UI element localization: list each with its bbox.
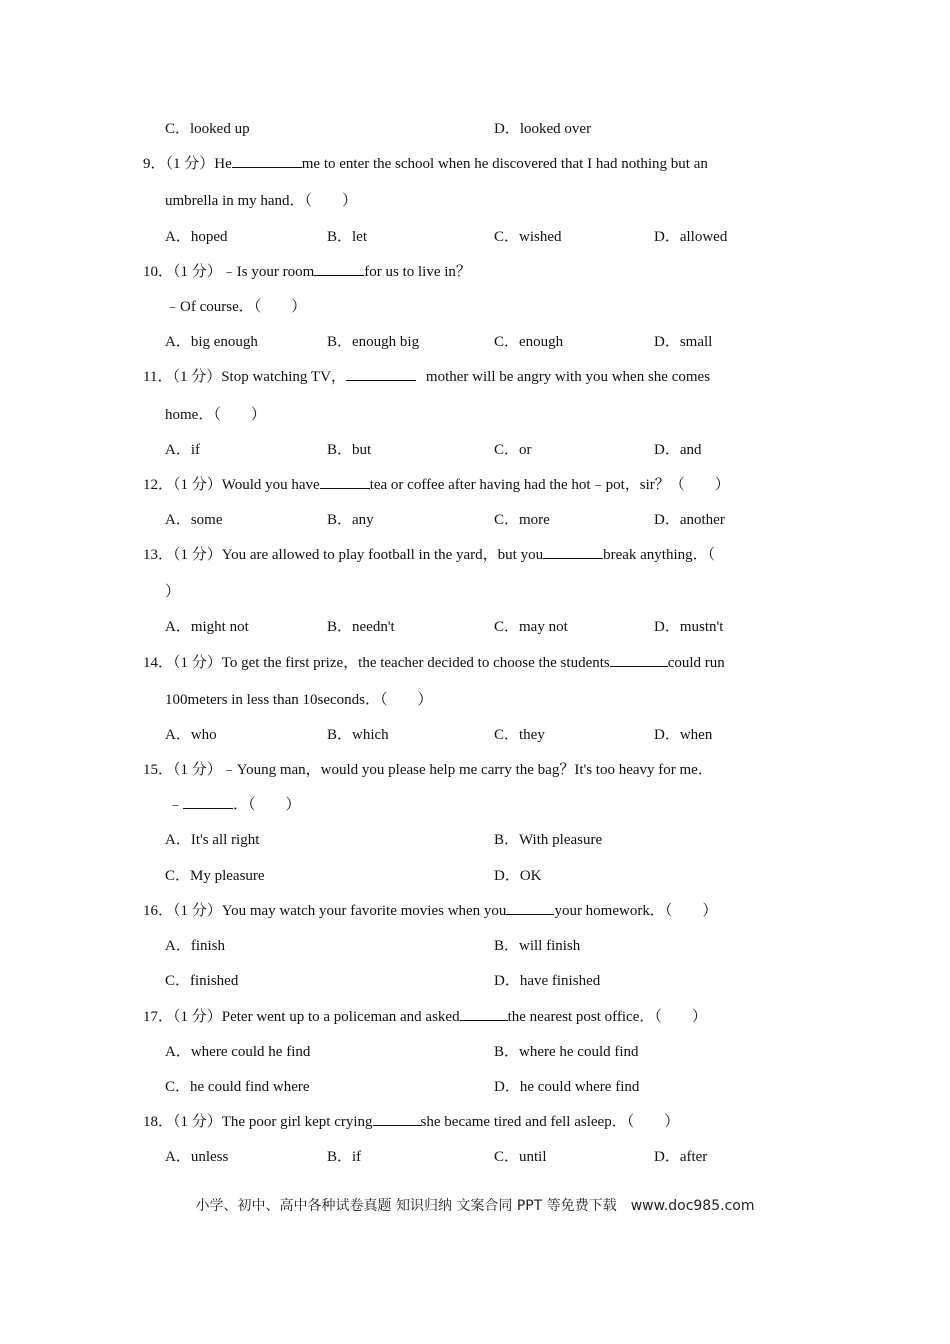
- q10-option-c: C．enough: [494, 334, 564, 350]
- q18-stem-start: 18．（1 分）The poor girl kept crying: [143, 1114, 373, 1130]
- q12-option-b: B．any: [327, 512, 374, 528]
- q17-option-c: C．he could find where: [165, 1079, 310, 1095]
- q16-option-b: B．will finish: [494, 938, 581, 954]
- q14-stem-continuation: 100meters in less than 10seconds．（ ）: [165, 692, 433, 708]
- q10-options-row: [0, 331, 950, 353]
- answer-blank: [543, 544, 603, 559]
- q17-options-row-2: [0, 1076, 950, 1098]
- q18-options-row: [0, 1146, 950, 1168]
- q10-stem-start: 10．（1 分）﹣Is your room: [143, 264, 315, 280]
- q17-option-a: A．where could he find: [165, 1044, 311, 1060]
- q13-stem-continuation: ）: [165, 584, 181, 600]
- q14-option-a: A．who: [165, 727, 217, 743]
- q15-paren: ．（ ）: [233, 797, 301, 813]
- q13-stem: [0, 544, 950, 566]
- q8-option-d: D．looked over: [494, 121, 592, 137]
- q15-option-a: A．It's all right: [165, 832, 260, 848]
- q16-options-row-1: [0, 935, 950, 957]
- answer-blank: [346, 366, 416, 381]
- q15-options-row-1: [0, 829, 950, 851]
- q14-options-row: [0, 724, 950, 746]
- q12-stem-start: 12．（1 分）Would you have: [143, 477, 320, 493]
- q17-stem: [0, 1006, 950, 1028]
- answer-blank: [183, 794, 233, 809]
- answer-blank: [314, 261, 364, 276]
- q12-stem: [0, 474, 950, 496]
- q13-option-a: A．might not: [165, 619, 249, 635]
- q18-option-b: B．if: [327, 1149, 362, 1165]
- q9-option-a: A．hoped: [165, 229, 228, 245]
- q13-option-b: B．needn't: [327, 619, 395, 635]
- q15-option-c: C．My pleasure: [165, 868, 265, 884]
- q15-dash: ﹣: [168, 797, 184, 813]
- q11-stem: [0, 366, 950, 388]
- q13-stem-cont: [0, 581, 950, 603]
- q12-option-c: C．more: [494, 512, 550, 528]
- q9-stem-cont: [0, 190, 950, 212]
- q18-option-a: A．unless: [165, 1149, 229, 1165]
- q10-option-a: A．big enough: [165, 334, 258, 350]
- q11-options-row: [0, 439, 950, 461]
- q9-option-c: C．wished: [494, 229, 562, 245]
- q8-options-row: [0, 118, 950, 140]
- q15-stem-text: 15．（1 分）﹣Young man，would you please help me carry the bag？It's too heavy for me．: [143, 762, 713, 778]
- q12-option-a: A．some: [165, 512, 223, 528]
- answer-blank: [460, 1006, 508, 1021]
- q9-stem: [0, 153, 950, 175]
- q10-stem-cont: [0, 296, 950, 318]
- q14-stem-cont: [0, 689, 950, 711]
- q17-option-b: B．where he could find: [494, 1044, 639, 1060]
- q13-option-c: C．may not: [494, 619, 568, 635]
- q16-stem-rest: your homework．（ ）: [554, 903, 718, 919]
- q16-stem: [0, 900, 950, 922]
- q10-stem: [0, 261, 950, 283]
- q11-stem-start: 11．（1 分）Stop watching TV，: [143, 369, 346, 385]
- q12-option-d: D．another: [654, 512, 725, 528]
- answer-blank: [320, 474, 370, 489]
- q11-option-b: B．but: [327, 442, 372, 458]
- q17-stem-start: 17．（1 分）Peter went up to a policeman and asked: [143, 1009, 460, 1025]
- q14-option-c: C．they: [494, 727, 545, 743]
- q16-options-row-2: [0, 970, 950, 992]
- q11-stem-cont: [0, 404, 950, 426]
- q13-stem-rest: break anything．（: [603, 547, 716, 563]
- q10-option-d: D．small: [654, 334, 713, 350]
- q17-options-row-1: [0, 1041, 950, 1063]
- q9-stem-rest: me to enter the school when he discovered that I had nothing but an: [301, 156, 708, 172]
- q14-stem: [0, 652, 950, 674]
- q16-option-c: C．finished: [165, 973, 239, 989]
- q13-stem-start: 13．（1 分）You are allowed to play football in the yard，but you: [143, 547, 544, 563]
- q18-stem-rest: she became tired and fell asleep．（ ）: [420, 1114, 680, 1130]
- answer-blank: [232, 153, 302, 168]
- q10-stem-rest: for us to live in？: [364, 264, 471, 280]
- q14-option-d: D．when: [654, 727, 713, 743]
- page-footer: 小学、初中、高中各种试卷真题 知识归纳 文案合同 PPT 等免费下载 www.doc985.com: [195, 1198, 755, 1214]
- q11-option-a: A．if: [165, 442, 200, 458]
- q15-option-b: B．With pleasure: [494, 832, 603, 848]
- q18-stem: [0, 1111, 950, 1133]
- q9-stem-start: 9．（1 分）He: [143, 156, 232, 172]
- q14-stem-start: 14．（1 分）To get the first prize，the teacher decided to choose the students: [143, 655, 610, 671]
- q16-option-a: A．finish: [165, 938, 226, 954]
- q18-option-c: C．until: [494, 1149, 547, 1165]
- q17-option-d: D．he could where find: [494, 1079, 640, 1095]
- q11-option-c: C．or: [494, 442, 532, 458]
- q8-option-c: C．looked up: [165, 121, 250, 137]
- q15-stem: [0, 759, 950, 781]
- q10-stem-continuation: ﹣Of course．（ ）: [165, 299, 307, 315]
- q11-stem-continuation: home．（ ）: [165, 407, 266, 423]
- q17-stem-rest: the nearest post office．（ ）: [507, 1009, 707, 1025]
- q15-stem-cont: [0, 794, 950, 816]
- q9-options-row: [0, 226, 950, 248]
- answer-blank: [506, 900, 554, 915]
- q16-option-d: D．have finished: [494, 973, 601, 989]
- q16-stem-start: 16．（1 分）You may watch your favorite movies when you: [143, 903, 507, 919]
- q14-stem-rest: could run: [667, 655, 725, 671]
- q9-stem-continuation: umbrella in my hand．（ ）: [165, 193, 358, 209]
- q15-option-d: D．OK: [494, 868, 542, 884]
- answer-blank: [373, 1111, 421, 1126]
- q14-option-b: B．which: [327, 727, 389, 743]
- q11-option-d: D．and: [654, 442, 702, 458]
- q10-option-b: B．enough big: [327, 334, 420, 350]
- q9-option-b: B．let: [327, 229, 367, 245]
- answer-blank: [610, 652, 668, 667]
- q13-option-d: D．mustn't: [654, 619, 724, 635]
- q13-options-row: [0, 616, 950, 638]
- q9-option-d: D．allowed: [654, 229, 728, 245]
- q11-stem-rest: mother will be angry with you when she comes: [425, 369, 711, 385]
- q15-options-row-2: [0, 865, 950, 887]
- q12-stem-rest: tea or coffee after having had the hot﹣pot，sir？（ ）: [369, 477, 730, 493]
- q12-options-row: [0, 509, 950, 531]
- q18-option-d: D．after: [654, 1149, 708, 1165]
